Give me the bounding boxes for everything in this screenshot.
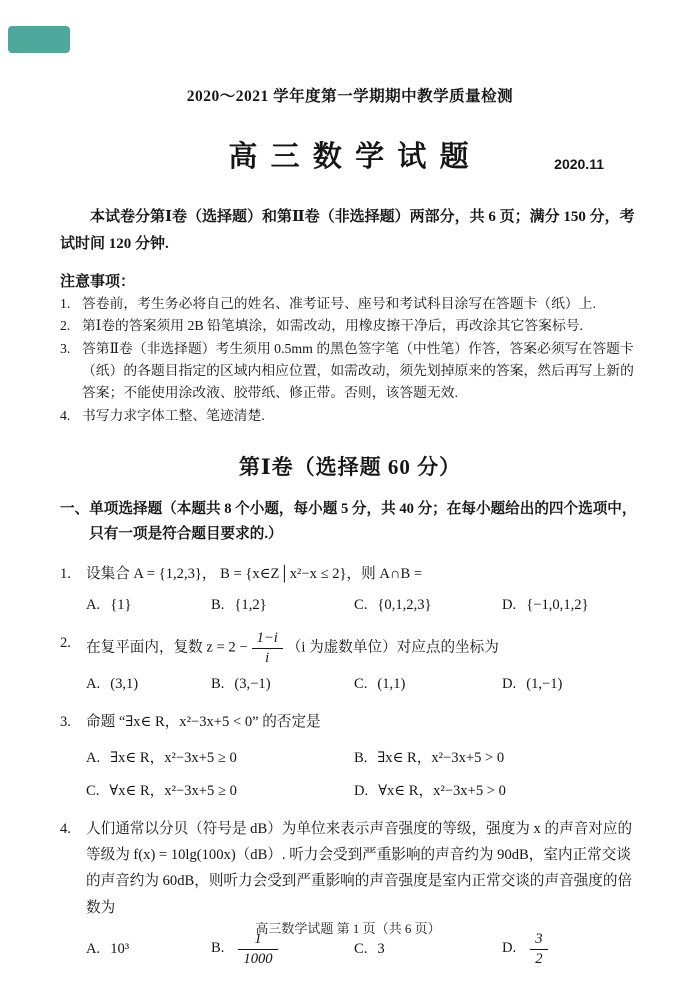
- option-label: B.: [211, 940, 225, 957]
- option-value: (1,1): [377, 676, 406, 693]
- question-text: 命题 “∃x∈ R，x²−3x+5 < 0” 的否定是: [86, 714, 321, 731]
- option-a: [86, 941, 211, 958]
- question-1: [60, 561, 640, 614]
- option-value: ∀x∈ R，x²−3x+5 > 0: [378, 782, 506, 799]
- question-type-heading: [60, 497, 640, 547]
- question-2-options: [60, 676, 640, 693]
- option-value: {0,1,2,3}: [377, 596, 432, 613]
- option-a: [86, 597, 211, 614]
- option-value: ∃x∈ R，x²−3x+5 > 0: [377, 749, 505, 766]
- option-c: [354, 676, 502, 693]
- option-label: D.: [502, 596, 517, 613]
- option-label: A.: [86, 749, 101, 766]
- notice-number: 4.: [60, 407, 71, 423]
- option-value: ∃x∈ R，x²−3x+5 ≥ 0: [110, 749, 237, 766]
- fraction: [252, 630, 283, 667]
- question-text: [86, 630, 640, 667]
- option-label: C.: [86, 782, 100, 799]
- option-c: [354, 597, 502, 614]
- fraction-denominator: 1000: [238, 949, 277, 968]
- notice-item-2: [60, 315, 640, 337]
- option-b: [211, 597, 354, 614]
- option-value: 10³: [110, 940, 130, 957]
- section-title: 第Ⅰ卷（选择题 60 分）: [238, 455, 462, 480]
- option-label: A.: [86, 596, 101, 613]
- notice-number: 3.: [60, 340, 71, 356]
- question-number: 1.: [60, 565, 71, 582]
- question-4-stem: [60, 816, 640, 921]
- stem-pre: 在复平面内，复数 z = 2 −: [86, 639, 248, 656]
- option-label: A.: [86, 676, 101, 693]
- notice-item-3: [60, 338, 640, 405]
- notice-number: 1.: [60, 296, 71, 311]
- question-text: 设集合 A = {1,2,3}， B = {x∈Z│x²−x ≤ 2}，则 A∩B =: [86, 565, 423, 582]
- fraction-denominator: i: [252, 648, 283, 667]
- notice-item-4: [60, 405, 640, 427]
- option-label: B.: [211, 676, 225, 693]
- option-b: [354, 746, 640, 767]
- option-value: {1,2}: [234, 596, 267, 613]
- question-3: [60, 709, 640, 799]
- notice-list: [60, 293, 640, 427]
- notice-text: 书写力求字体工整、笔迹清楚.: [82, 407, 265, 423]
- question-number: 4.: [60, 820, 71, 837]
- fraction-denominator: 2: [530, 949, 547, 968]
- notice-number: 2.: [60, 318, 71, 334]
- question-type-label: 一、单项选择题: [60, 501, 163, 518]
- option-d: [502, 597, 640, 614]
- option-label: B.: [211, 596, 225, 613]
- option-label: C.: [354, 596, 368, 613]
- exam-title: 高 三 数 学 试 题: [228, 141, 472, 173]
- option-c: [86, 779, 354, 800]
- option-label: C.: [354, 676, 368, 693]
- option-value: {−1,0,1,2}: [526, 596, 589, 613]
- fraction-numerator: 3: [535, 930, 543, 947]
- fraction-numerator: 1−i: [256, 629, 278, 646]
- stem-post: （i 为虚数单位）对应点的坐标为: [286, 639, 499, 656]
- notice-text: 答卷前，考生务必将自己的姓名、准考证号、座号和考试科目涂写在答题卡（纸）上.: [82, 296, 596, 311]
- option-d: [354, 779, 640, 800]
- option-label: D.: [354, 782, 369, 799]
- option-value: 3: [377, 940, 385, 957]
- option-b: [211, 676, 354, 693]
- question-4: [60, 816, 640, 968]
- question-3-options: [60, 746, 640, 800]
- notice-text: 答第Ⅱ卷（非选择题）考生须用 0.5mm 的黑色签字笔（中性笔）作答，答案必须写在答题卡（纸）的各题目指定的区域内相应位置，如需改动，须先划掉原来的答案，然后再写上新的答案；不能使用涂改液、胶带纸、修正带。否则，该答题无效.: [82, 340, 634, 401]
- option-value: (3,−1): [234, 676, 271, 693]
- option-value: (1,−1): [526, 676, 563, 693]
- corner-stamp-logo: [8, 26, 70, 53]
- option-a: [86, 746, 354, 767]
- option-value: ∀x∈ R，x²−3x+5 ≥ 0: [109, 782, 237, 799]
- option-value: {1}: [110, 596, 132, 613]
- question-2-stem: [60, 630, 640, 667]
- question-number: 2.: [60, 634, 71, 651]
- question-1-stem: [60, 561, 640, 587]
- option-a: [86, 676, 211, 693]
- question-text: 人们通常以分贝（符号是 dB）为单位来表示声音强度的等级，强度为 x 的声音对应的等级为 f(x) = 10lg(100x)（dB）. 听力会受到严重影响的声音约为 90dB，室内正常交谈的声音约为 60dB，则听力会受到严重影响的声音强度是室内正常交谈的声音强度的倍数为: [86, 820, 633, 916]
- option-value: (3,1): [110, 676, 139, 693]
- notice-item-1: [60, 293, 640, 315]
- question-1-options: [60, 597, 640, 614]
- page-footer: 高三数学试题 第 1 页（共 6 页）: [255, 921, 441, 936]
- title-row: [60, 134, 640, 174]
- option-c: [354, 941, 502, 958]
- notice-text: 第Ⅰ卷的答案须用 2B 铅笔填涂，如需改动，用橡皮擦干净后，再改涂其它答案标号.: [82, 318, 583, 334]
- option-label: D.: [502, 676, 517, 693]
- question-number: 3.: [60, 714, 71, 731]
- notice-heading: 注意事项：: [60, 274, 136, 290]
- option-label: B.: [354, 749, 368, 766]
- exam-subtitle: 2020～2021 学年度第一学期期中教学质量检测: [186, 88, 514, 105]
- question-type-desc: （本题共 8 个小题，每小题 5 分，共 40 分；在每小题给出的四个选项中，只有一项是符合题目要求的.）: [89, 501, 637, 542]
- option-label: D.: [502, 940, 517, 957]
- question-3-stem: [60, 709, 640, 735]
- question-2: [60, 630, 640, 694]
- exam-date: 2020.11: [554, 156, 604, 172]
- fraction-numerator: 1: [254, 930, 262, 947]
- option-d: [502, 676, 640, 693]
- exam-intro: 本试卷分第Ⅰ卷（选择题）和第Ⅱ卷（非选择题）两部分，共 6 页；满分 150 分，考试时间 120 分钟.: [60, 209, 635, 252]
- option-label: A.: [86, 940, 101, 957]
- option-label: C.: [354, 940, 368, 957]
